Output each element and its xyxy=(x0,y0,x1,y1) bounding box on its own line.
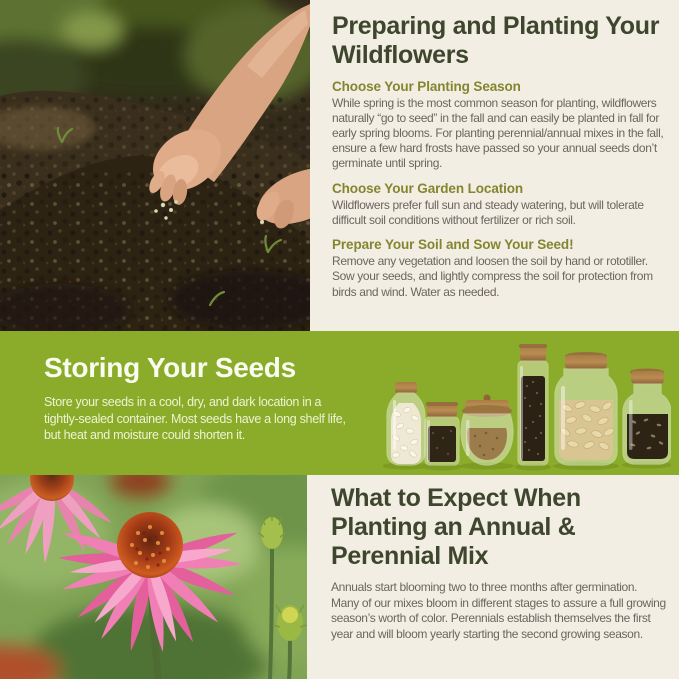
storing-seeds-heading: Storing Your Seeds xyxy=(44,352,296,383)
coneflower-photo xyxy=(0,475,307,679)
what-to-expect-body: Annuals start blooming two to three months after germination. Many of our mixes bloom in different stages to assure a full growing season’s worth of color. Perennials establish themselves the first year and will bloom yearly starting the second growing season. xyxy=(331,580,666,641)
prepare-soil-body: Remove any vegetation and loosen the soil by hand or rototiller. Sow your seeds, and lightly compress the soil for protection from birds and wind. Water as needed. xyxy=(332,254,653,299)
preparing-planting-section xyxy=(0,0,679,331)
prepare-soil-title: Prepare Your Soil and Sow Your Seed! xyxy=(332,237,574,253)
seed-jars-illustration xyxy=(383,338,671,472)
garden-location-body: Wildflowers prefer full sun and steady watering, but will tolerate difficult soil conditions without fertilizer or rich soil. xyxy=(332,197,644,227)
hand-sowing-seeds-illustration xyxy=(0,0,310,331)
storing-seeds-section xyxy=(0,331,679,475)
subsection-planting-season xyxy=(332,79,666,172)
what-to-expect-heading: What to Expect When Planting an Annual & Perennial Mix xyxy=(331,484,581,570)
preparing-planting-heading: Preparing and Planting Your Wildflowers xyxy=(332,12,660,70)
planting-season-title: Choose Your Planting Season xyxy=(332,78,521,94)
planting-season-body: While spring is the most common season for planting, wildflowers naturally “go to seed” in the fall and can easily be planted in fall for early spring blooms. For planting perennial/annual mixes in the fall, ensure a few hard frosts have passed so your annual seeds don’t germinate until spring. xyxy=(332,95,664,171)
what-to-expect-content xyxy=(307,475,679,679)
seed-jars-photo xyxy=(383,338,671,472)
subsection-garden-location xyxy=(332,181,666,228)
preparing-planting-content xyxy=(310,0,679,331)
subsection-prepare-soil xyxy=(332,237,666,300)
hand-sowing-seeds-photo xyxy=(0,0,310,331)
garden-location-title: Choose Your Garden Location xyxy=(332,180,524,196)
what-to-expect-section xyxy=(0,475,679,679)
storing-seeds-body: Store your seeds in a cool, dry, and dark location in a tightly-sealed container. Most seeds have a long shelf life, but heat and moisture could shorten it. xyxy=(44,394,346,443)
storing-seeds-content xyxy=(44,353,364,444)
coneflower-illustration xyxy=(0,475,307,679)
